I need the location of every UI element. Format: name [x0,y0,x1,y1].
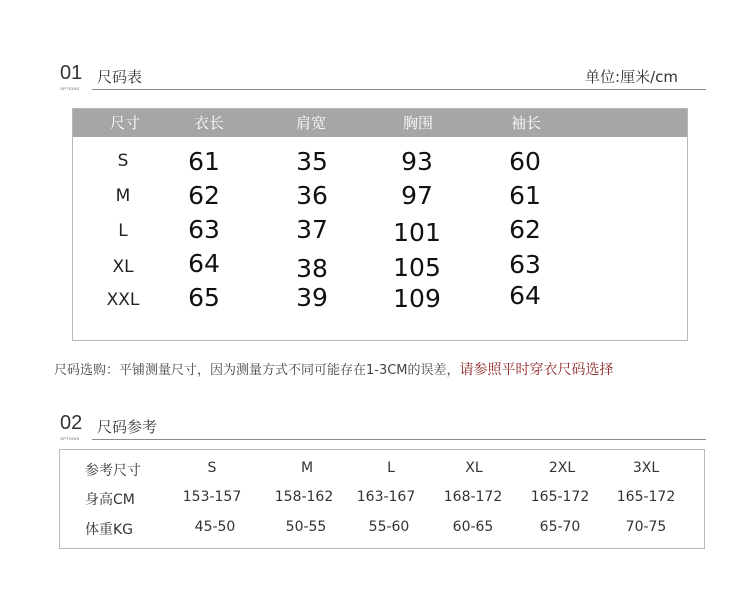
ref-weight-label: 体重KG [85,522,134,538]
cell-sleeve: 61 [509,181,541,210]
ref-weight: 45-50 [194,519,236,535]
cell-length: 63 [188,215,220,244]
size-table-header [73,109,687,137]
cell-shoulder: 36 [296,181,328,210]
ref-height: 153-157 [182,489,242,505]
unit-label: 单位:厘米/cm [585,68,678,86]
ref-height: 168-172 [443,489,503,505]
cell-shoulder: 37 [296,215,328,244]
ref-height: 158-162 [274,489,334,505]
cell-size: XL [112,257,134,277]
section-header-size-chart [60,62,706,92]
cell-chest: 101 [393,218,441,247]
ref-size: 3XL [632,460,660,476]
cell-size: XXL [106,290,140,310]
section-divider [92,439,706,440]
section-divider [92,89,706,90]
cell-length: 62 [188,181,220,210]
section-title: 尺码表 [97,68,143,86]
header-shoulder: 肩宽 [295,114,327,132]
ref-size: S [207,460,217,476]
ref-height: 163-167 [356,489,416,505]
section-title: 尺码参考 [97,418,158,436]
cell-sleeve: 60 [509,147,541,176]
section-header-size-reference [60,412,706,442]
ref-size: M [300,460,314,476]
cell-size: M [115,186,131,206]
section-subtitle: OPTIONS [60,86,80,91]
cell-shoulder: 35 [296,147,328,176]
sizing-note-emphasis: 请参照平时穿衣尺码选择 [459,362,614,378]
cell-shoulder: 39 [296,283,328,312]
ref-height: 165-172 [530,489,590,505]
cell-length: 65 [188,283,220,312]
ref-weight: 65-70 [539,519,581,535]
ref-weight: 55-60 [368,519,410,535]
cell-size: L [118,221,128,241]
ref-height: 165-172 [616,489,676,505]
ref-size: XL [465,460,483,476]
section-subtitle: OPTIONS [60,436,80,441]
cell-chest: 97 [401,181,433,210]
sizing-note-text: 尺码选购：平铺测量尺寸，因为测量方式不同可能存在1-3CM的误差， [54,363,460,378]
ref-weight: 50-55 [285,519,327,535]
cell-length: 64 [188,249,220,278]
cell-chest: 105 [393,253,441,282]
cell-sleeve: 64 [509,281,541,310]
header-chest: 胸围 [402,114,434,132]
section-number: 02 [60,412,83,434]
ref-weight: 70-75 [625,519,667,535]
header-sleeve: 袖长 [510,114,542,132]
cell-length: 61 [188,147,220,176]
cell-chest: 109 [393,284,441,313]
header-size: 尺寸 [109,114,141,132]
ref-size: L [387,460,395,476]
size-reference-table [59,449,705,549]
sizing-note [54,359,614,379]
section-number: 01 [60,62,83,84]
ref-weight: 60-65 [452,519,494,535]
ref-height-label: 身高CM [85,492,135,508]
cell-size: S [117,151,129,171]
header-length: 衣长 [193,114,225,132]
cell-sleeve: 62 [509,215,541,244]
ref-header-label: 参考尺寸 [85,463,141,479]
size-table [72,108,688,341]
ref-size: 2XL [548,460,576,476]
cell-sleeve: 63 [509,250,541,279]
cell-chest: 93 [401,147,433,176]
cell-shoulder: 38 [296,254,328,283]
